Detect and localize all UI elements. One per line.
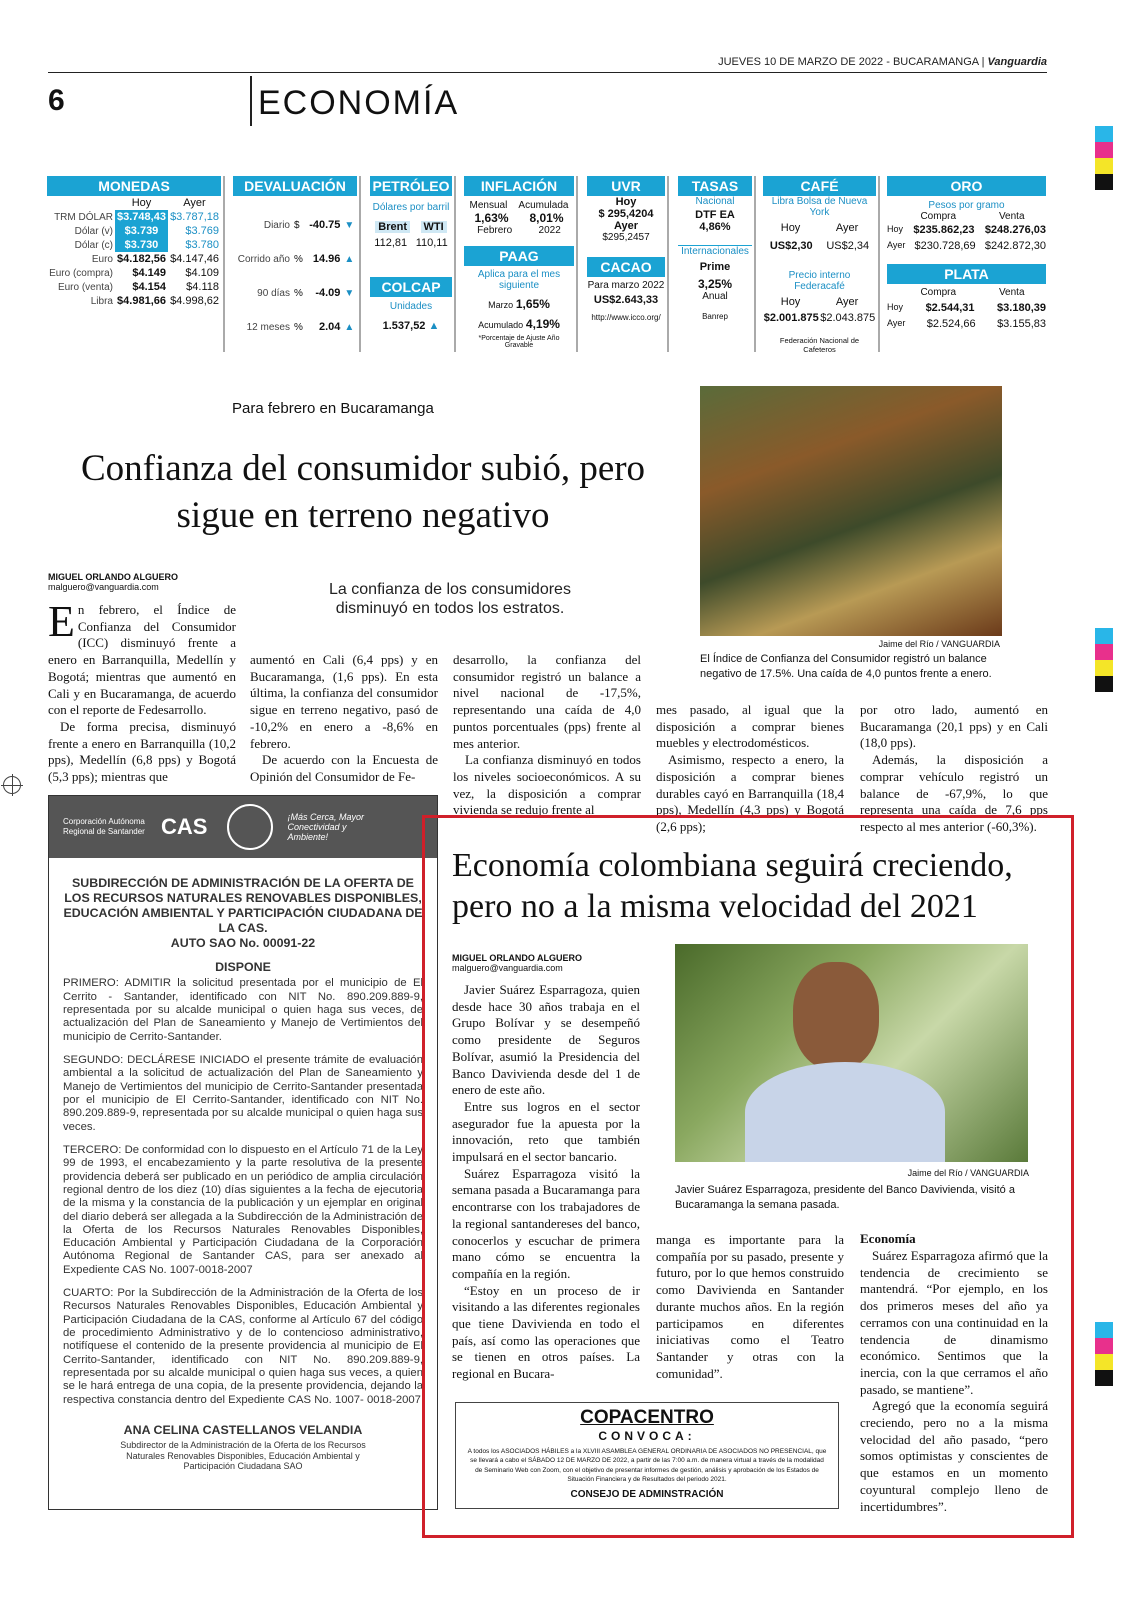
dtf-label: DTF EA [695,209,735,221]
photo-credit: Jaime del Río / VANGUARDIA [907,1168,1029,1178]
cafe-hoy-label: Hoy [780,222,801,234]
brent-value: 112,81 [374,237,408,249]
cafe-sub: Libra Bolsa de Nueva York [771,196,868,218]
arrow-down-icon: ▼ [344,219,355,231]
cas-title: SUBDIRECCIÓN DE ADMINISTRACIÓN DE LA OFERTA DE LOS RECURSOS NATURALES RENOVABLES DISPONIBLES, EDUCACIÓN AMBIENTAL Y PARTICIPACIÓN CIUDADANA DE LA CAS. [63,876,423,935]
colcap-title: COLCAP [370,277,452,297]
paag-acum: 4,19% [525,317,560,331]
article-headline[interactable]: Economía colombiana seguirá creciendo, pero no a la misma velocidad del 2021 [452,847,1013,925]
inflacion-anio: 2022 [538,225,561,236]
prime-value: 3,25% [697,277,733,291]
cafe-ayer: US$2,34 [826,240,870,252]
market-photo[interactable] [700,386,1002,636]
color-registration-mark [1095,1322,1113,1386]
photo-caption: El Índice de Confianza del Consumidor registró un balance negativo de 17.5%. Una caída de 4,0 puntos frente a enero. [700,653,992,680]
author-email[interactable]: malguero@vanguardia.com [452,963,563,973]
currency-label: Euro (venta) [57,281,113,293]
oro-compra-label: Compra [920,211,957,222]
copacentro-convoca: CONVOCA: [598,1429,696,1443]
petroleo-sub: Dólares por barril [372,202,450,213]
currency-ayer: $3.780 [185,239,219,251]
currency-label: TRM DÓLAR [54,211,113,223]
dateline: JUEVES 10 DE MARZO DE 2022 - BUCARAMANGA | Vanguardia [718,56,1047,68]
paragraph: Javier Suárez Esparragoza, quien desde hace 30 años trabaja en el Grupo Bolívar y se desempeñó como presidente de Seguros Bolívar, asumió la Presidencia del Banco Davivienda desde del 1 de enero de este año. [452,982,640,1098]
inflacion-title: INFLACIÓN [464,176,574,196]
cas-legal-notice-ad [48,795,438,1510]
acumulada-value: 8,01% [529,211,564,225]
currency-ayer: $4.118 [186,281,219,293]
article-kicker: Para febrero en Bucaramanga [232,400,434,417]
deval-unit: % [293,253,303,265]
header-rule [48,72,1047,73]
currency-hoy: $3.748,43 [115,210,168,224]
indicator-tasas [678,176,752,321]
cafe-source: Federación Nacional de Cafeteros [779,336,860,354]
deval-value: -4.09 [315,287,341,299]
article-column [860,1248,1048,1515]
cas-signer-role: Subdirector de la Administración de la Oferta de los Recursos Naturales Renovables Disponibles, Educación Ambiental y Participación Ciudadana SAO [120,1439,366,1472]
deval-unit: % [293,321,303,333]
paragraph: La confianza disminuyó en todos los niveles socioeconómicos. A su vez, la disposición a comprar vivienda se redujo frente al [453,752,641,818]
arrow-down-icon: ▼ [344,287,355,299]
photo-credit: Jaime del Río / VANGUARDIA [878,639,1000,649]
cas-article-1: PRIMERO: ADMITIR la solicitud presentada por el municipio de El Cerrito - Santander, identificado con NIT No. 890.209.889-9, representada por su alcalde municipal o quien haga sus veces, de actualización del Plan de Saneamiento y Manejo de Vertimientos del municipio de Cerrito-Santander. [63,977,423,1043]
tasas-nacional: Nacional [695,196,735,207]
cas-dispone: DISPONE [215,960,271,975]
indicator-cafe [763,176,876,354]
deval-unit: % [293,287,303,299]
paragraph: Asimismo, respecto a enero, la disposición a comprar bienes durables cayó en Barranquilla (18,4 pps), Medellín (4,3 pps) y Bogotá (2,6 pps); [656,752,844,834]
cacao-sub: Para marzo 2022 [587,280,665,291]
author-name: MIGUEL ORLANDO ALGUERO [48,572,178,582]
oro-title: ORO [887,176,1046,196]
oro-ayer-label: Ayer [887,240,906,250]
indicator-inflacion [464,176,574,349]
paragraph: Entre sus logros en el sector asegurador fue la apuesta por la innovación, reto que también impulsará en el sector bancario. [452,1098,640,1165]
uvr-hoy-label: Hoy [615,196,637,208]
cas-auto: AUTO SAO No. 00091-22 [170,935,316,950]
photo-caption: Javier Suárez Esparragoza, presidente del Banco Davivienda, visitó a Bucaramanga la semana pasada. [675,1184,1015,1212]
article-column [453,652,641,819]
mensual-value: 1,63% [474,211,509,225]
divider [878,176,880,352]
copacentro-signer: CONSEJO DE ADMINSTRACIÓN [570,1488,724,1500]
currency-ayer: $4.147,46 [170,253,219,265]
page-number: 6 [48,84,65,117]
paag-acum-label: Acumulado [478,320,524,330]
arrow-up-icon: ▲ [344,321,355,333]
deval-label: Diario [263,219,290,231]
deval-value: 2.04 [318,321,341,333]
currency-hoy: $4.981,66 [117,295,166,307]
deval-label: 12 meses [246,321,290,333]
prime-label: Prime [699,261,731,273]
oro-hoy-label: Hoy [887,224,904,234]
plata-hoy-venta: $3.180,39 [997,302,1046,314]
plata-hoy-compra: $2.544,31 [925,302,975,314]
indicator-petroleo [370,176,452,332]
divider [667,176,669,352]
uvr-ayer: $295,2457 [602,232,650,243]
currency-ayer: $4.998,62 [170,295,219,307]
article-column [452,982,640,1383]
wti-label: WTI [421,221,447,233]
inflacion-mes: Febrero [477,225,513,236]
oro-hoy-compra: $235.862,23 [913,224,975,236]
plata-venta-label: Venta [998,287,1025,298]
tasas-source: Banrep [702,312,728,321]
byline [452,953,582,973]
divider [454,176,456,352]
paragraph: desarrollo, la confianza del consumidor registró un balance a nivel nacional de -17,5%, representando una caída de 4,0 puntos porcentuales (pps) frente al mes anterior. [453,652,641,751]
uvr-title: UVR [587,176,665,196]
cafe-ayer2: $2.043.875 [820,312,876,324]
tasas-title: TASAS [678,176,752,196]
col-ayer: Ayer [183,197,206,209]
wti-value: 110,11 [415,237,448,249]
portrait-photo[interactable] [675,944,1028,1162]
cacao-source: http://www.icco.org/ [591,313,661,322]
cas-signer: ANA CELINA CASTELLANOS VELANDIA [123,1423,363,1438]
crosshair-mark [3,776,21,794]
section-divider [250,76,252,126]
subhead: Economía [860,1231,916,1246]
paragraph: aumentó en Cali (6,4 pps) y en Bucaramanga, (1,6 pps). En esta última, la confianza del consumidor sigue en terreno negativo, pasó de -10,2% en enero a -8,6% en febrero. [250,652,438,751]
currency-label: Euro (compra) [49,267,113,279]
brent-label: Brent [375,221,410,233]
byline [48,572,178,592]
person-shirt [745,1062,945,1162]
divider [359,176,361,352]
currency-label: Euro [91,253,113,265]
acumulada-label: Acumulada [518,200,569,211]
divider [576,176,578,352]
oro-hoy-venta: $248.276,03 [984,224,1046,236]
currency-hoy: $3.739 [115,224,168,238]
cafe-ayer-label: Ayer [835,222,859,234]
monedas-title: MONEDAS [47,176,221,196]
cafe-title: CAFÉ [763,176,876,196]
article-column [250,652,438,786]
plata-ayer-venta: $3.155,83 [997,318,1046,330]
currency-hoy: $4.182,56 [117,253,166,265]
arrow-up-icon: ▲ [344,253,355,265]
mensual-label: Mensual [469,200,508,211]
cafe-sub2: Precio interno Federacafé [788,270,851,292]
currency-label: Dólar (c) [74,239,113,251]
paragraph: De forma precisa, disminuyó frente a enero en Barranquilla (10,2 pps), Medellín (6,8 pps) y Bogotá (5,3 pps); mientras que [48,718,236,785]
indicator-monedas [47,176,221,308]
cas-emblem-icon [227,804,273,850]
oro-sub: Pesos por gramo [928,200,1005,211]
currency-hoy: $3.730 [115,238,168,252]
oro-venta-label: Venta [998,211,1025,222]
indicator-oro [887,176,1046,330]
article-column [48,597,236,786]
oro-ayer-venta: $242.872,30 [984,240,1046,252]
paag-note: *Porcentaje de Ajuste Año Gravable [478,335,560,349]
cas-article-3: TERCERO: De conformidad con lo dispuesto en el Artículo 71 de la Ley 99 de 1993, el encabezamiento y la parte resolutiva de la presente providencia deberá ser publicado en un periódico de amplia circulación regional dentro de los diez (10) días siguientes a la fecha de ejecutoria de la misma y la constancia de la publicación y un ejemplar en original del diario deberá ser allegada a la Subdirección de la Administración de la Oferta de los Recursos Naturales Renovables Disponibles, Educación Ambiental y Participación Ciudadana de la Corporación Autónoma Regional de Santander CAS, para ser anexado al Expediente CAS No. 1007-0018-2007 [63,1143,423,1276]
person-head [793,962,879,1070]
paragraph: “Estoy en un proceso de ir visitando a las diferentes regionales que tiene Davivienda en todo el país, así como las operaciones que se tienen en otros países. La regional en Bucara- [452,1282,640,1382]
paag-title: PAAG [464,246,574,266]
paag-sub: Aplica para el mes siguiente [477,269,561,291]
cas-article-2: SEGUNDO: DECLÁRESE INICIADO el presente trámite de evaluación ambiental a la solicitud de actualización del Plan de Saneamiento y Manejo de Vertimientos del municipio de Cerrito-Santander presentada por el municipio de El Cerrito-Santander, identificado con NIT No. 890.209.889-9, representada por su alcalde municipal o quien haga sus veces. [63,1053,423,1133]
cafe-hoy2: $2.001.875 [763,312,819,324]
indicator-uvr [587,176,665,322]
indicator-devaluacion [233,176,357,344]
copacentro-ad [455,1402,839,1509]
plata-hoy-label: Hoy [887,302,904,312]
deval-value: 14.96 [312,253,341,265]
paragraph: Suárez Esparragoza afirmó que la tendencia de crecimiento se mantendrá. “Por ejemplo, en los dos primeros meses del año ya cerramos con una continuidad en la tendencia de dinamismo económico. Sentimos que la inercia, con la que cerramos el año pasado, se mantiene”. [860,1248,1048,1397]
uvr-hoy: $ 295,4204 [598,208,654,220]
copacentro-body: A todos los ASOCIADOS HÁBILES a la XLVIII ASAMBLEA GENERAL ORDINARIA DE ASOCIADOS NO PRESENCIAL, que se llevará a cabo el SÁBADO 12 DE MARZO DE 2022, a partir de las 7:00 a.m. de manera virtual a través de la modalidad de Seminario Web con Zoom, con el objetivo de presentar informes de gestión, análisis y aprobación de los Estados de Situación Financiera y de Resultados del periodo 2021. [467,1448,827,1484]
tasas-anual: Anual [702,291,728,302]
col-hoy: Hoy [131,197,152,209]
paragraph: mes pasado, al igual que la disposición a comprar bienes muebles y electrodomésticos. [656,702,844,751]
divider [223,176,225,352]
paag-marzo: 1,65% [515,297,550,311]
currency-label: Libra [90,295,113,307]
plata-ayer-label: Ayer [887,318,906,328]
paragraph: por otro lado, aumentó en Bucaramanga (20,1 pps) y en Cali (18,0 pps). [860,702,1048,751]
author-email[interactable]: malguero@vanguardia.com [48,582,159,592]
paragraph: n febrero, el Índice de Confianza del Consumidor (ICC) disminuyó frente a enero en Barranquilla, Medellín y Bogotá; mientras que aumentó en Cali y en Bucaramanga, de acuerdo con el reporte de Fedesarrollo. [48,602,236,718]
cafe-ayer2-label: Ayer [835,296,859,308]
author-name: MIGUEL ORLANDO ALGUERO [452,953,582,963]
uvr-ayer-label: Ayer [613,220,639,232]
oro-ayer-compra: $230.728,69 [914,240,976,252]
paragraph: Suárez Esparragoza visitó la semana pasada a Bucaramanga para encontrarse con los trabajadores de la regional santandereses del banco, conocerlos y escuchar de primera mano cómo se encuentra la compañía en la región. [452,1165,640,1281]
color-registration-mark [1095,126,1113,190]
deval-value: -40.75 [309,219,341,231]
paag-marzo-label: Marzo [488,300,514,310]
copacentro-name: COPACENTRO [580,1407,714,1428]
paragraph: manga es importante para la compañía por su pasado, presente y futuro, por lo que hemos construido como Davivienda en Santander durante muchos años. En la región participamos en diferentes iniciativas como el Teatro Santander y otras con la comunidad”. [656,1232,844,1381]
plata-title: PLATA [887,264,1046,284]
paragraph: De acuerdo con la Encuesta de Opinión del Consumidor de Fe- [250,752,438,784]
article-column [656,1232,844,1382]
deval-label: 90 días [257,287,290,299]
devaluacion-title: DEVALUACIÓN [233,176,357,196]
brand-logo: Vanguardia [987,56,1047,68]
pull-quote: La confianza de los consumidores disminuyó en todos los estratos. [329,581,571,618]
cacao-value: US$2.643,33 [593,294,659,306]
colcap-value: 1.537,52 [382,320,426,332]
paragraph: Agregó que la economía seguirá creciendo, pero no a la misma velocidad del año pasado, “pero somos optimistas y conscientes de que estamos en un momento coyuntural complejo lleno de incertidumbres”. [860,1398,1048,1514]
color-registration-mark [1095,628,1113,692]
plata-ayer-compra: $2.524,66 [926,318,976,330]
tasas-internacionales: Internacionales [678,245,752,257]
section-title: ECONOMÍA [258,84,460,122]
deval-unit: $ [293,219,300,231]
cas-article-4: CUARTO: Por la Subdirección de la Administración de la Oferta de los Recursos Naturales Renovables Disponibles, Educación Ambiental y Participación Ciudadana de la CAS, conforme al Artículo 67 del código de procedimiento Administrativo y de lo contencioso administrativo, notifíquese el contenido de la presente providencia al municipio de El Cerrito-Santander, identificado con NIT No. 890.209.889-9, representada por su alcalde municipal o quien haga sus veces, a quien se le hará entrega de una copia, de la presente providencia, dejando la respectiva constancia dentro del Expediente CAS No. 1007- 0018-2007 [63,1287,423,1406]
cas-slogan: ¡Más Cerca, Mayor Conectividad y Ambiente! [287,812,364,842]
currency-ayer: $3.787,18 [170,211,219,223]
paragraph: Además, la disposición a comprar vehículo registró un balance de -67,9%, lo que representa una caída de 7,6 pps respecto al mes anterior (-60,3%). [860,752,1048,834]
currency-hoy: $4.149 [132,267,166,279]
plata-compra-label: Compra [920,287,957,298]
cacao-title: CACAO [587,257,665,277]
currency-label: Dólar (v) [74,225,113,237]
divider [754,176,756,352]
drop-cap: E [48,597,75,646]
colcap-sub: Unidades [389,301,433,312]
currency-hoy: $4.154 [132,281,166,293]
arrow-up-icon: ▲ [428,320,440,332]
cafe-hoy2-label: Hoy [780,296,801,308]
cas-org: Corporación Autónoma Regional de Santander [63,817,145,836]
cafe-hoy: US$2,30 [769,240,813,252]
article-headline[interactable]: Confianza del consumidor subió, pero sigue en terreno negativo [80,448,646,536]
petroleo-title: PETRÓLEO [370,176,452,196]
cas-ad-header [49,796,437,858]
currency-ayer: $4.109 [185,267,219,279]
cas-logo: CAS [161,814,208,839]
dtf-value: 4,86% [699,221,731,233]
deval-label: Corrido año [237,253,290,265]
currency-ayer: $3.769 [185,225,219,237]
